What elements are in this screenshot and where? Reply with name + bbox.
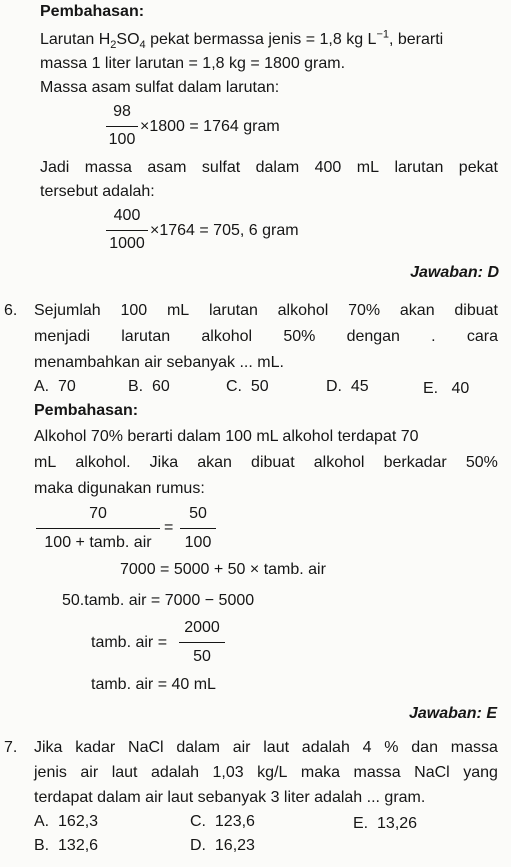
word: 100 [120, 302, 148, 319]
word: alkohol [277, 302, 329, 319]
word: laut [111, 764, 138, 781]
equation-step: 7000 = 5000 + 50 × tamb. air [120, 561, 326, 578]
word: berkadar [383, 454, 447, 471]
option-b[interactable]: B. 60 [128, 378, 170, 395]
word: mL [166, 302, 190, 319]
equation-step: tamb. air = [91, 634, 168, 651]
word: adalah [301, 739, 350, 756]
answer-label: Jawaban: E [408, 705, 497, 722]
word: % [384, 739, 399, 756]
word: alkohol [313, 454, 365, 471]
equation-step: tamb. air = 40 mL [91, 676, 216, 693]
word: mL [356, 159, 379, 176]
option-a[interactable]: A. 70 [34, 378, 76, 395]
word: 4 [362, 739, 372, 756]
word: Jika [34, 739, 63, 756]
word: maka [300, 764, 341, 781]
question-number: 7. [4, 739, 18, 756]
question-line [34, 765, 498, 781]
word: air [80, 764, 99, 781]
equals-sign: = [164, 519, 174, 536]
solution-line: tersebut adalah: [40, 183, 155, 200]
equation-step: 50.tamb. air = 7000 − 5000 [62, 592, 255, 609]
word: 50% [465, 454, 498, 471]
word: menjadi [34, 328, 91, 345]
word: 70% [348, 302, 381, 319]
solution-line: Larutan $H_2SO_4$ pekat bermassa jenis = 1,8 kg $L^{-1}$, berarti [40, 28, 444, 52]
word: adalah [150, 764, 200, 781]
word: Jadi [40, 159, 70, 176]
option-d[interactable]: D. 16,23 [190, 837, 255, 854]
solution-heading: Pembahasan: [34, 402, 139, 419]
option-e[interactable]: E. 40 [423, 380, 470, 397]
word: dan [411, 739, 438, 756]
fraction: 400 1000 [106, 208, 148, 254]
word: massa [353, 764, 401, 781]
word: Sejumlah [34, 302, 101, 319]
word: alkohol. [75, 454, 131, 471]
solution-heading: Pembahasan: [40, 3, 145, 20]
word: larutan [121, 328, 171, 345]
question-line [34, 303, 498, 319]
word: 50% [283, 328, 316, 345]
word: NaCl [128, 739, 164, 756]
word: jenis [34, 764, 67, 781]
option-c[interactable]: C. 123,6 [190, 813, 255, 830]
fraction: 50 100 [180, 506, 216, 552]
answer-label: Jawaban: D [410, 264, 499, 281]
question-line: menambahkan air sebanyak ... mL. [34, 354, 284, 371]
solution-line: Massa asam sulfat dalam larutan: [40, 79, 280, 96]
word: . [431, 328, 436, 345]
word: kg/L [257, 764, 288, 781]
word: yang [463, 764, 498, 781]
word: asam [147, 159, 187, 176]
solution-line: maka digunakan rumus: [34, 480, 205, 497]
option-b[interactable]: B. 132,6 [34, 837, 99, 854]
word: akan [197, 454, 232, 471]
word: laut [263, 739, 290, 756]
option-e[interactable]: E. 13,26 [353, 815, 418, 832]
solution-line: Alkohol 70% berarti dalam 100 mL alkohol terdapat 70 [34, 428, 419, 445]
word: 400 [314, 159, 342, 176]
option-c[interactable]: C. 50 [226, 378, 269, 395]
solution-line [40, 160, 498, 176]
solution-line: massa 1 liter larutan = 1,8 kg = 1800 gram. [40, 55, 346, 72]
equation: ×1800 = 1764 gram [140, 118, 280, 135]
fraction: 2000 50 [179, 620, 225, 666]
option-a[interactable]: A. 162,3 [34, 813, 99, 830]
word: sulfat [201, 159, 241, 176]
word: dengan [346, 328, 400, 345]
word: dalam [176, 739, 220, 756]
option-d[interactable]: D. 45 [326, 378, 369, 395]
equation: ×1764 = 705, 6 gram [150, 222, 299, 239]
word: massa [84, 159, 132, 176]
word: larutan [394, 159, 444, 176]
word: dibuat [251, 454, 295, 471]
fraction: 98 100 [106, 104, 138, 150]
word: 1,03 [212, 764, 244, 781]
word: larutan [208, 302, 258, 319]
word: air [232, 739, 251, 756]
word: massa [450, 739, 498, 756]
word: kadar [75, 739, 116, 756]
fraction: 70 100 + tamb. air [36, 506, 160, 552]
question-line [34, 329, 498, 345]
word: mL [34, 454, 57, 471]
question-number: 6. [4, 302, 18, 319]
word: dalam [255, 159, 300, 176]
word: cara [466, 328, 498, 345]
question-line [34, 740, 498, 756]
word: dibuat [454, 302, 498, 319]
word: pekat [458, 159, 498, 176]
word: Jika [149, 454, 179, 471]
word: akan [399, 302, 435, 319]
word: alkohol [201, 328, 253, 345]
word: NaCl [414, 764, 450, 781]
solution-line [34, 455, 498, 471]
question-line: terdapat dalam air laut sebanyak 3 liter adalah ... gram. [34, 789, 426, 806]
